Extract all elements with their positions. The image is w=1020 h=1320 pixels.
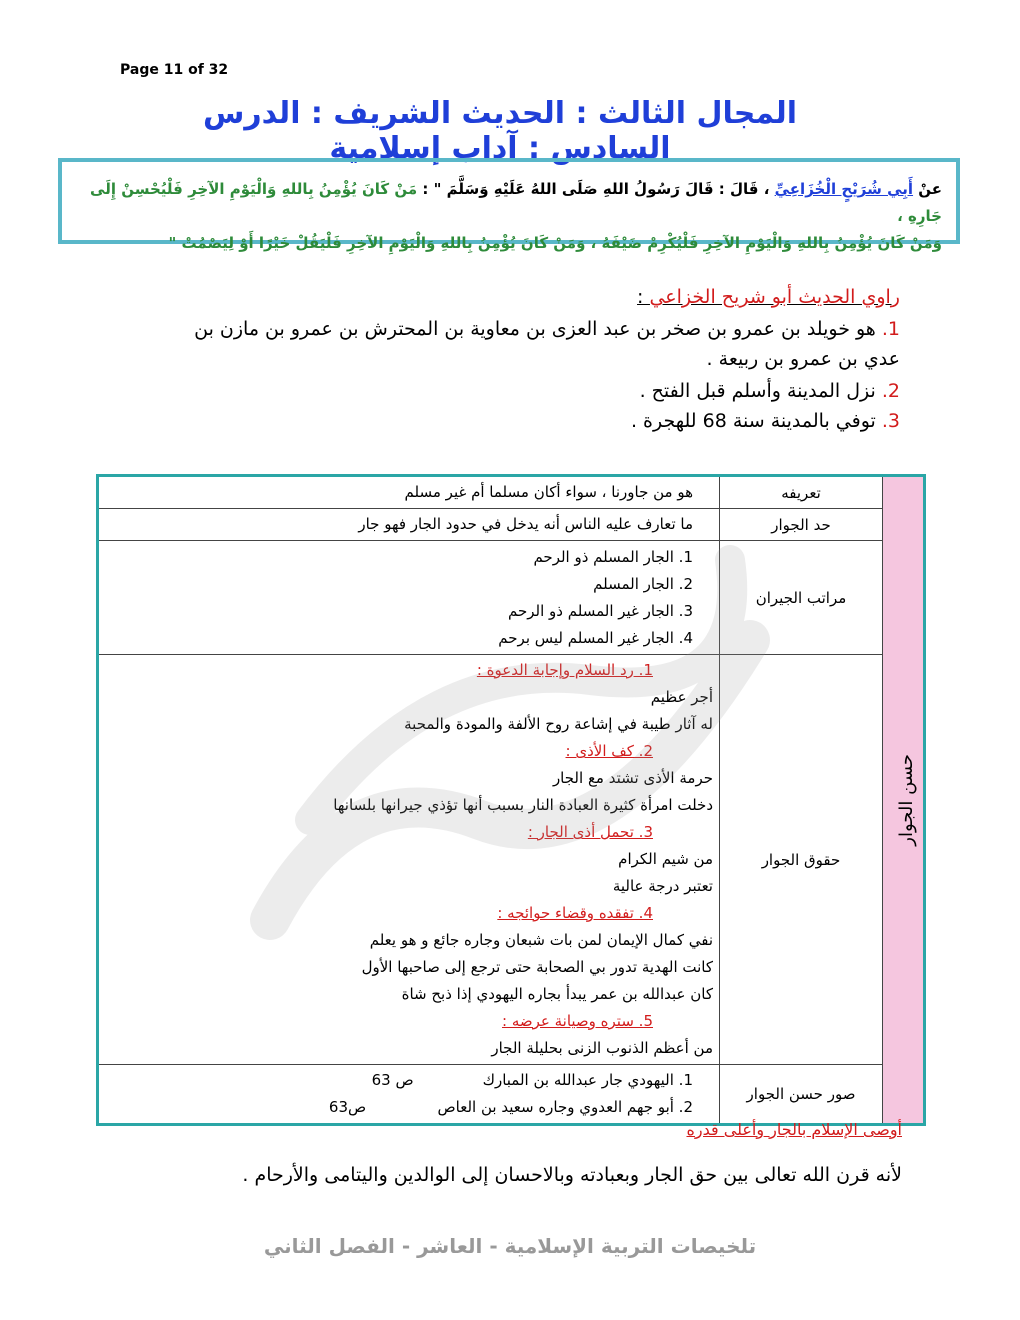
side-label-cell: [883, 476, 925, 1125]
rights-heading: 5. ستره وصيانة عرضه :: [502, 1012, 653, 1030]
definition-text: هو من جاورنا ، سواء أكان مسلما أم غير مسلم: [404, 483, 693, 501]
page-ref: ص63: [328, 1098, 367, 1116]
rights-line: أجر عظيم: [650, 688, 713, 706]
neighbor-table: [96, 474, 926, 1126]
rights-line: كانت الهدية تدور بي الصحابة حتى ترجع إلى صاحبها الأول: [361, 958, 713, 976]
narrator-item-text: توفي بالمدينة سنة 68 للهجرة .: [630, 410, 882, 432]
limit-text: ما تعارف عليه الناس أنه يدخل في حدود الجار فهو جار: [358, 515, 693, 533]
rights-line: له آثار طيبة في إشاعة روح الألفة والمودة والمحبة: [404, 715, 713, 733]
hadith-intro: ، قَالَ : قَالَ رَسُولُ اللهِ صَلَى اللهُ عَلَيْهِ وَسَلَّمَ " :: [417, 180, 775, 198]
narrator-item: [168, 314, 900, 374]
rights-line: من أعظم الذنوب الزنى بحليلة الجار: [491, 1039, 713, 1057]
hadith-text-2: وَمَنْ كَانَ يُؤْمِنُ بِاللهِ وَالْيَوْمِ الآخِرِ فَلْيُكْرِمْ ضَيْفَهُ ، وَمَنْ كَانَ يُؤْمِنُ بِاللهِ وَالْيَوْمِ الآخِرِ فَلْيَقُلْ خَيْرًا أَوْ لِيَصْمُتْ ": [168, 234, 942, 252]
narrator-item: [640, 376, 900, 406]
page-title: المجال الثالث : الحديث الشريف : الدرس السادس : آداب إسلامية: [202, 96, 798, 166]
row-label: حقوق الجوار: [720, 655, 883, 1065]
row-content: [98, 655, 720, 1065]
rights-heading: 3. تحمل أذى الجار :: [527, 823, 653, 841]
narrator-item-number: 1.: [881, 318, 900, 340]
rights-line: نفي كمال الإيمان لمن بات شبعان وجاره جائع و هو يعلم: [369, 931, 713, 949]
closing-red-line: أوصى الإسلام بالجار وأعلى قدره: [686, 1120, 902, 1139]
example-text: 1. اليهودي جار عبدالله بن المبارك: [482, 1071, 693, 1089]
rights-line: من شيم الكرام: [618, 850, 713, 868]
list-item: 4. الجار غير المسلم ليس برحم: [498, 628, 693, 647]
list-item: 1. الجار المسلم ذو الرحم: [533, 547, 693, 566]
row-label: تعريفه: [720, 476, 883, 509]
hadith-line-1: [76, 176, 942, 230]
row-label: صور حسن الجوار: [720, 1065, 883, 1125]
list-item: 3. الجار غير المسلم ذو الرحم: [508, 601, 693, 620]
rights-line: دخلت امرأة كثيرة العبادة النار بسبب أنها تؤذي جيرانها بلسانها: [333, 796, 713, 814]
table-row: [98, 476, 925, 509]
table-row: [98, 655, 925, 1065]
rights-line: حرمة الأذى تشتد مع الجار: [552, 769, 713, 787]
table-row: [98, 541, 925, 655]
row-label: مراتب الجيران: [720, 541, 883, 655]
row-content: [98, 541, 720, 655]
narrator-item-text: نزل المدينة وأسلم قبل الفتح .: [639, 380, 882, 402]
rights-heading: 2. كف الأذى :: [565, 742, 653, 760]
hadith-prefix: عنْ: [913, 180, 942, 198]
side-label: حسن الجوار: [896, 754, 917, 846]
narrator-heading-text: راوي الحديث أبو شريح الخزاعي: [649, 286, 900, 308]
narrator-heading-colon: :: [637, 286, 650, 308]
rights-heading: 4. تفقده وقضاء حوائجه :: [497, 904, 653, 922]
narrator-item: [631, 406, 900, 436]
row-label: حد الجوار: [720, 509, 883, 541]
row-content: [98, 509, 720, 541]
hadith-box: [58, 158, 960, 252]
hadith-text-1: مَنْ كَانَ يُؤْمِنُ بِاللهِ وَالْيَوْمِ الآخِرِ فَلْيُحْسِنْ إِلَى جَارِهِ ،: [90, 180, 942, 225]
footer: تلخيصات التربية الإسلامية - العاشر - الفصل الثاني: [263, 1234, 757, 1258]
narrator-heading: [637, 282, 900, 312]
narrator-item-text: هو خويلد بن عمرو بن صخر بن عبد العزى بن معاوية بن المحترش بن عمرو بن مازن بن عدي بن عمرو بن ربيعة .: [194, 318, 900, 370]
example-item: [105, 1094, 713, 1121]
narrator-item-number: 3.: [881, 410, 900, 432]
example-item: [105, 1067, 713, 1094]
example-text: 2. أبو جهم العدوي وجاره سعيد بن العاص: [437, 1098, 693, 1116]
table-row: [98, 509, 925, 541]
page-number: Page 11 of 32: [120, 62, 229, 78]
row-content: [98, 476, 720, 509]
rights-line: تعتبر درجة عالية: [612, 877, 713, 895]
rights-heading: 1. رد السلام وإجابة الدعوة :: [476, 661, 653, 679]
list-item: 2. الجار المسلم: [593, 574, 693, 593]
hadith-narrator: أَبِي شُرَيْحٍ الْخُزَاعِيِّ: [774, 180, 914, 198]
rights-line: كان عبدالله بن عمر يبدأ بجاره اليهودي إذا ذبح شاة: [401, 985, 713, 1003]
row-content: [98, 1065, 720, 1125]
narrator-item-number: 2.: [881, 380, 900, 402]
closing-reason: لأنه قرن الله تعالى بين حق الجار وبعبادته وبالاحسان إلى الوالدين واليتامى والأرحام .: [242, 1164, 902, 1186]
page-ref: ص 63: [371, 1071, 414, 1089]
